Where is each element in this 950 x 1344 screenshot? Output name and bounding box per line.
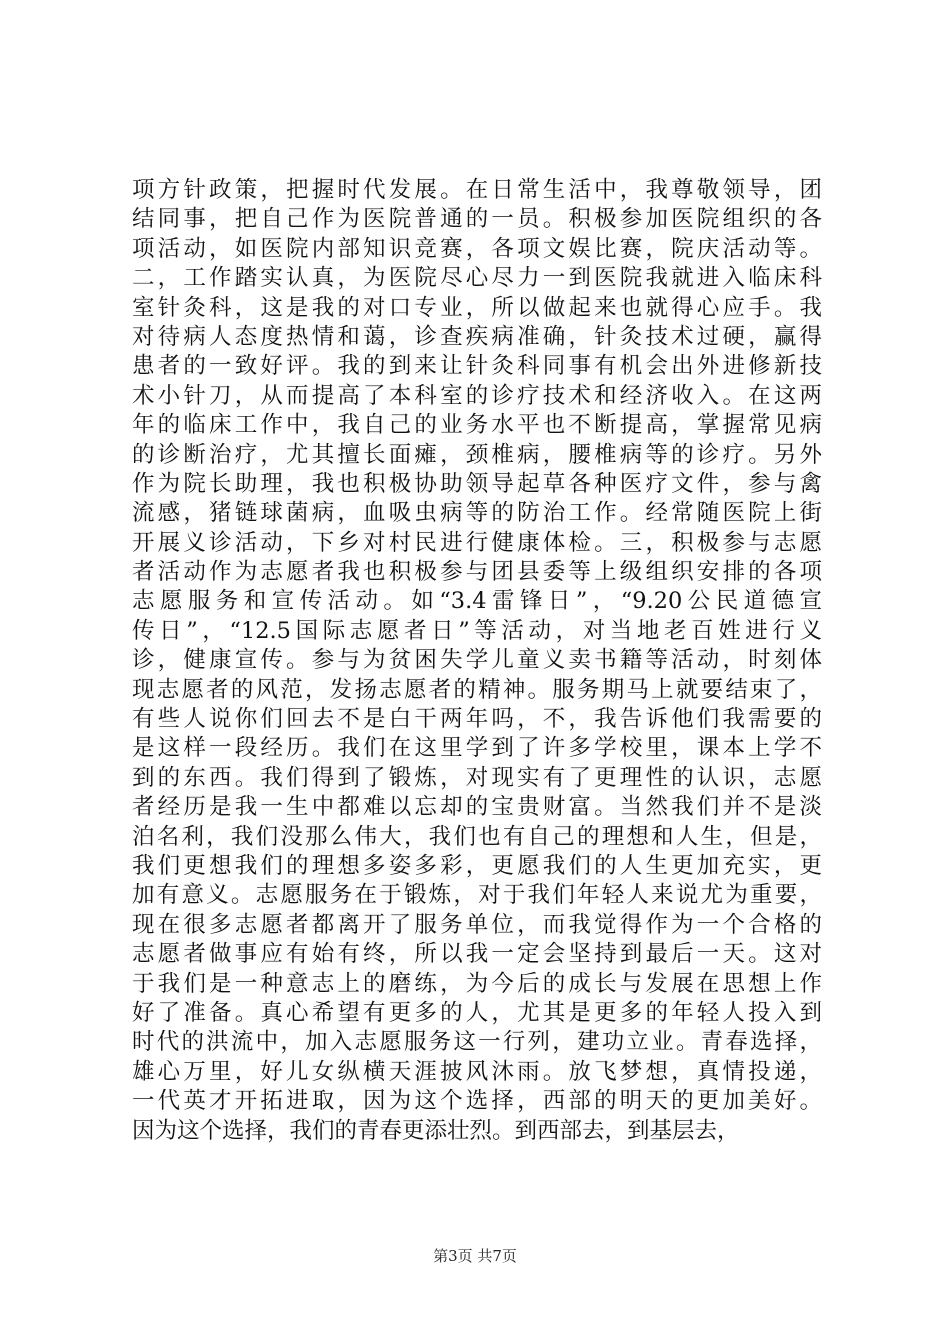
- text-line: 泊名利，我们没那么伟大，我们也有自己的理想和人生，但是，: [132, 823, 822, 850]
- text-line: 传日”，“12.5国际志愿者日”等活动，对当地老百姓进行义: [132, 617, 822, 644]
- text-line: 者经历是我一生中都难以忘却的宝贵财富。当然我们并不是淡: [132, 794, 822, 821]
- text-line: 一代英才开拓进取，因为这个选择，西部的明天的更加美好。: [132, 1088, 822, 1115]
- text-line: 对待病人态度热情和蔼，诊查疾病准确，针灸技术过硬，赢得: [132, 323, 822, 350]
- text-line: 流感，猪链球菌病，血吸虫病等的防治工作。经常随医院上街: [132, 500, 822, 527]
- text-line: 志愿者做事应有始有终，所以我一定会坚持到最后一天。这对: [132, 941, 822, 968]
- text-line: 术小针刀，从而提高了本科室的诊疗技术和经济收入。在这两: [132, 382, 822, 409]
- text-line: 诊，健康宣传。参与为贫困失学儿童义卖书籍等活动，时刻体: [132, 647, 822, 674]
- text-line: 有些人说你们回去不是白干两年吗，不，我告诉他们我需要的: [132, 706, 822, 733]
- text-line: 我们更想我们的理想多姿多彩，更愿我们的人生更加充实，更: [132, 852, 822, 879]
- text-line: 作为院长助理，我也积极协助领导起草各种医疗文件，参与禽: [132, 470, 822, 497]
- text-line: 室针灸科，这是我的对口专业，所以做起来也就得心应手。我: [132, 294, 822, 321]
- text-line: 结同事，把自己作为医院普通的一员。积极参加医院组织的各: [132, 206, 822, 233]
- text-line: 现在很多志愿者都离开了服务单位，而我觉得作为一个合格的: [132, 911, 822, 938]
- text-line: 二，工作踏实认真，为医院尽心尽力一到医院我就进入临床科: [132, 265, 822, 292]
- text-line: 患者的一致好评。我的到来让针灸科同事有机会出外进修新技: [132, 353, 822, 380]
- body-text: [132, 176, 822, 1146]
- text-line: 时代的洪流中，加入志愿服务这一行列，建功立业。青春选择，: [132, 1029, 822, 1056]
- text-line: 者活动作为志愿者我也积极参与团县委等上级组织安排的各项: [132, 559, 822, 586]
- text-line: 项方针政策，把握时代发展。在日常生活中，我尊敬领导，团: [132, 177, 822, 203]
- text-line: 好了准备。真心希望有更多的人，尤其是更多的年轻人投入到: [132, 999, 822, 1026]
- text-line: 是这样一段经历。我们在这里学到了许多学校里，课本上学不: [132, 735, 822, 762]
- text-line: 现志愿者的风范，发扬志愿者的精神。服务期马上就要结束了，: [132, 676, 822, 703]
- text-line: 到的东西。我们得到了锻炼，对现实有了更理性的认识，志愿: [132, 764, 822, 791]
- text-line: 志愿服务和宣传活动。如“3.4雷锋日”，“9.20公民道德宣: [132, 588, 822, 615]
- page-footer: [0, 1246, 950, 1266]
- text-line: 项活动，如医院内部知识竞赛，各项文娱比赛，院庆活动等。: [132, 235, 822, 262]
- page-number-label: 第3页 共7页: [433, 1247, 517, 1265]
- text-line: 于我们是一种意志上的磨练，为今后的成长与发展在思想上作: [132, 970, 822, 997]
- text-line: 年的临床工作中，我自己的业务水平也不断提高，掌握常见病: [132, 412, 822, 439]
- text-line: 雄心万里，好儿女纵横天涯披风沐雨。放飞梦想，真情投递，: [132, 1058, 822, 1085]
- text-line: 开展义诊活动，下乡对村民进行健康体检。三，积极参与志愿: [132, 529, 822, 556]
- text-line: 的诊断治疗，尤其擅长面瘫，颈椎病，腰椎病等的诊疗。另外: [132, 441, 822, 468]
- text-line: 因为这个选择，我们的青春更添壮烈。到西部去，到基层去，: [132, 1117, 740, 1144]
- text-line: 加有意义。志愿服务在于锻炼，对于我们年轻人来说尤为重要，: [132, 882, 822, 909]
